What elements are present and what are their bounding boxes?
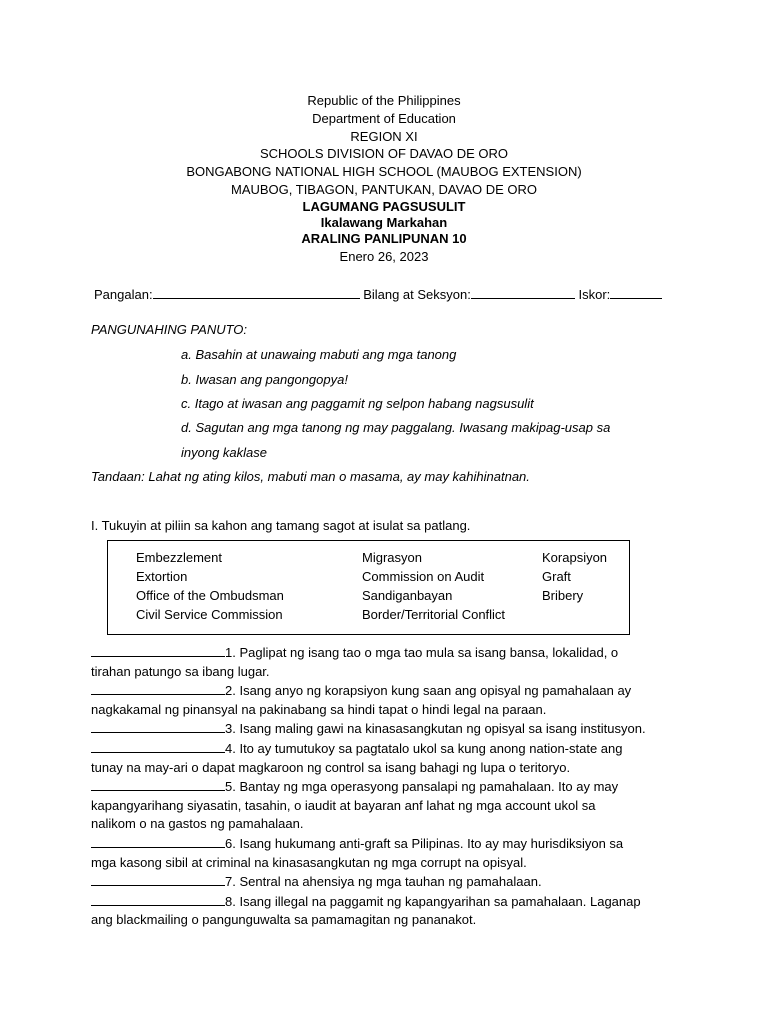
header-department: Department of Education xyxy=(312,110,456,126)
choice-word: Extortion xyxy=(136,569,188,584)
question-list xyxy=(91,643,671,930)
header-region: REGION XI xyxy=(350,128,418,144)
choice-word: Bribery xyxy=(542,588,584,603)
question-text-continued: mga kasong sibil at criminal na kinasasangkutan ng mga corrupt na opisyal. xyxy=(91,854,527,870)
question-text: 8. Isang illegal na paggamit ng kapangyarihan sa pamahalaan. Laganap xyxy=(225,893,641,909)
question-item xyxy=(91,643,671,663)
question-text-continued: tirahan patungo sa ibang lugar. xyxy=(91,663,270,679)
choice-word: Migrasyon xyxy=(362,550,422,565)
question-text: 5. Bantay ng mga operasyong pansalapi ng pamahalaan. Ito ay may xyxy=(225,779,619,795)
name-label: Pangalan: xyxy=(94,287,153,302)
reminder-note: Tandaan: Lahat ng ating kilos, mabuti man o masama, ay may kahihinatnan. xyxy=(91,469,530,484)
score-label: Iskor: xyxy=(578,287,611,302)
question-text: 1. Paglipat ng isang tao o mga tao mula sa isang bansa, lokalidad, o xyxy=(225,645,619,660)
question-text: 4. Ito ay tumutukoy sa pagtatalo ukol sa kung anong nation-state ang xyxy=(225,740,623,756)
question-item xyxy=(91,739,671,759)
student-info-row xyxy=(94,285,662,302)
header-division: SCHOOLS DIVISION OF DAVAO DE ORO xyxy=(259,146,508,162)
document-header xyxy=(0,92,768,265)
choice-word: Korapsiyon xyxy=(542,550,608,565)
choice-word: Graft xyxy=(542,569,571,584)
instruction-d-continued: inyong kaklase xyxy=(181,445,267,460)
choice-word: Sandiganbayan xyxy=(362,588,453,603)
answer-blank[interactable] xyxy=(91,681,225,695)
answer-blank[interactable] xyxy=(91,643,225,657)
question-item xyxy=(91,872,671,892)
question-item xyxy=(91,681,671,701)
instructions-title: PANGUNAHING PANUTO: xyxy=(91,322,248,337)
instruction-b: b. Iwasan ang pangongopya! xyxy=(181,372,348,387)
question-text: 7. Sentral na ahensiya ng mga tauhan ng pamahalaan. xyxy=(225,874,542,890)
exam-subject: ARALING PANLIPUNAN 10 xyxy=(301,231,467,247)
exam-date: Enero 26, 2023 xyxy=(339,248,429,264)
question-item xyxy=(91,834,671,854)
choice-word: Border/Territorial Conflict xyxy=(362,607,506,622)
choice-word: Civil Service Commission xyxy=(136,607,283,622)
answer-blank[interactable] xyxy=(91,872,225,886)
instruction-a: a. Basahin at unawaing mabuti ang mga tanong xyxy=(181,347,457,362)
question-text-continued: ang blackmailing o pangunguwalta sa pamamagitan ng pananakot. xyxy=(91,912,477,928)
choice-word: Office of the Ombudsman xyxy=(136,588,284,603)
question-text-continued: kapangyarihang siyasatin, tasahin, o iaudit at bayaran anf lahat ng mga account ukol sa xyxy=(91,797,596,813)
answer-blank[interactable] xyxy=(91,777,225,791)
choice-word: Commission on Audit xyxy=(362,569,485,584)
header-republic: Republic of the Philippines xyxy=(307,93,461,108)
question-text: 3. Isang maling gawi na kinasasangkutan ng opisyal sa isang institusyon. xyxy=(225,721,646,737)
question-item xyxy=(91,719,671,739)
header-school: BONGABONG NATIONAL HIGH SCHOOL (MAUBOG EXTENSION) xyxy=(186,164,582,180)
answer-blank[interactable] xyxy=(91,892,225,906)
section-blank[interactable] xyxy=(471,285,575,299)
exam-title: LAGUMANG PAGSUSULIT xyxy=(302,198,466,214)
instruction-d: d. Sagutan ang mga tanong ng may paggalang. Iwasang makipag-usap sa xyxy=(181,420,611,435)
section-label: Bilang at Seksyon: xyxy=(363,287,471,302)
header-address: MAUBOG, TIBAGON, PANTUKAN, DAVAO DE ORO xyxy=(230,181,538,197)
score-blank[interactable] xyxy=(610,285,662,299)
name-blank[interactable] xyxy=(153,285,360,299)
answer-blank[interactable] xyxy=(91,719,225,733)
instruction-c: c. Itago at iwasan ang paggamit ng selpon habang nagsusulit xyxy=(181,396,534,411)
question-text-continued: nalikom o na gastos ng pamahalaan. xyxy=(91,816,304,832)
choices-box xyxy=(107,540,630,635)
question-text: 2. Isang anyo ng korapsiyon kung saan ang opisyal ng pamahalaan ay xyxy=(225,683,632,699)
question-item xyxy=(91,777,671,797)
question-item xyxy=(91,892,671,912)
question-text: 6. Isang hukumang anti-graft sa Pilipinas. Ito ay may hurisdiksiyon sa xyxy=(225,835,624,851)
question-text-continued: nagkakamal ng pinansyal na pakinabang sa hindi tapat o hindi legal na paraan. xyxy=(91,701,547,717)
part1-heading: I. Tukuyin at piliin sa kahon ang tamang sagot at isulat sa patlang. xyxy=(91,518,471,533)
question-text-continued: tunay na may-ari o dapat magkaroon ng control sa isang bahagi ng lupa o teritoryo. xyxy=(91,759,571,775)
answer-blank[interactable] xyxy=(91,834,225,848)
choice-word: Embezzlement xyxy=(136,550,222,565)
answer-blank[interactable] xyxy=(91,739,225,753)
exam-quarter: Ikalawang Markahan xyxy=(320,215,448,231)
